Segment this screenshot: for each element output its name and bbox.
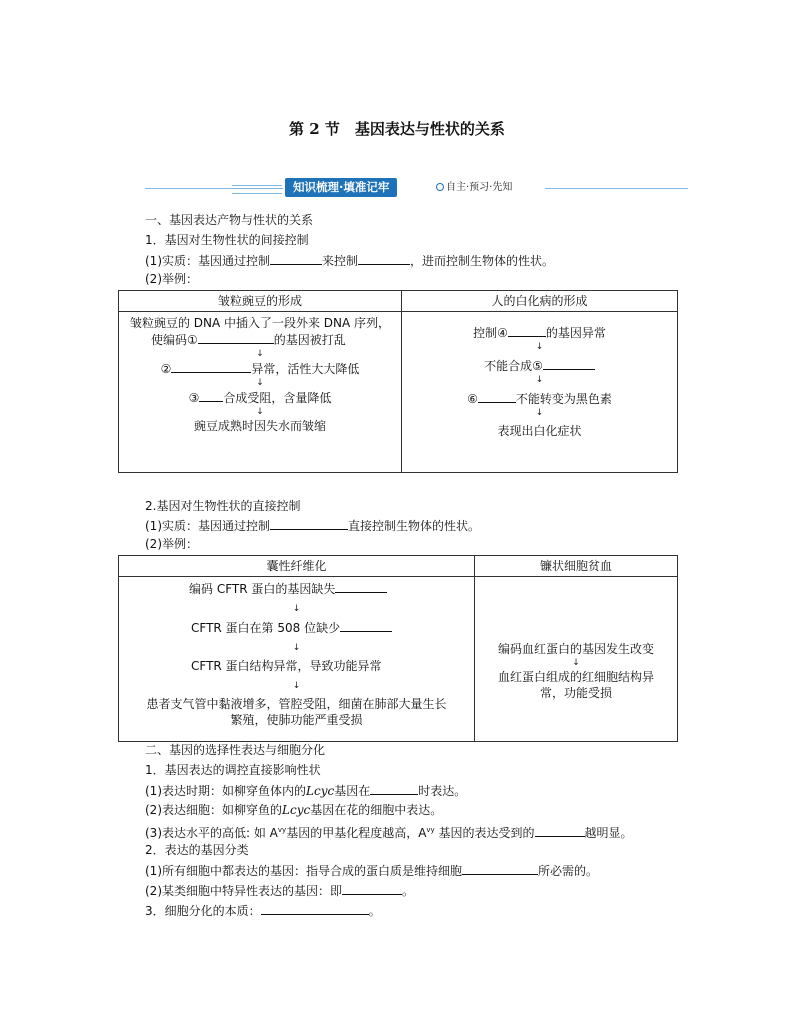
arrow-down-icon: ↓ bbox=[535, 408, 544, 418]
text: 。 bbox=[402, 884, 415, 898]
fill-blank[interactable] bbox=[171, 360, 251, 373]
text: (1)表达时期：如柳穿鱼体内的 bbox=[145, 784, 306, 798]
paragraph-2-3 bbox=[145, 822, 633, 841]
superscript: vy bbox=[277, 826, 287, 834]
paragraph-1-4: (2)举例： bbox=[145, 537, 198, 551]
flow-step: 血红蛋白组成的红细胞结构异 bbox=[497, 670, 654, 684]
text: 控制④ bbox=[473, 326, 508, 340]
gene-name: Lcyc bbox=[282, 803, 311, 817]
text: (3)表达水平的高低: 如 A bbox=[145, 826, 278, 840]
fill-blank[interactable] bbox=[261, 902, 369, 915]
paragraph-2-2 bbox=[145, 802, 442, 818]
text: (1)实质：基因通过控制 bbox=[145, 519, 270, 533]
fill-blank[interactable] bbox=[199, 389, 223, 402]
arrow-down-icon: ↓ bbox=[256, 349, 264, 359]
gene-name: Lcyc bbox=[306, 784, 335, 798]
banner-dot-icon bbox=[436, 183, 444, 191]
flow-step: 表现出白化症状 bbox=[497, 424, 582, 438]
section-heading-1: 一、基因表达产物与性状的关系 bbox=[145, 213, 314, 227]
table-direct-control bbox=[118, 555, 678, 742]
subheading-1-1: 1．基因对生物性状的间接控制 bbox=[145, 233, 309, 247]
table-cell-left bbox=[119, 312, 402, 473]
section-heading-2: 二、基因的选择性表达与细胞分化 bbox=[145, 743, 326, 757]
flow-step bbox=[119, 331, 401, 348]
paragraph-2-4 bbox=[145, 862, 598, 879]
flow-step: 皱粒豌豆的 DNA 中插入了一段外来 DNA 序列， bbox=[129, 316, 391, 330]
text: 异常，活性大大降低 bbox=[251, 362, 360, 376]
text: 编码 CFTR 蛋白的基因缺失 bbox=[189, 582, 336, 596]
text: 使编码① bbox=[151, 333, 198, 347]
banner-rule-right bbox=[545, 188, 688, 189]
fill-blank[interactable] bbox=[478, 390, 516, 403]
text: 不能合成⑤ bbox=[484, 359, 543, 373]
flow-step bbox=[402, 324, 677, 341]
fill-blank[interactable] bbox=[340, 619, 392, 632]
flow-step: CFTR 蛋白结构异常，导致功能异常 bbox=[191, 659, 382, 673]
flow-step bbox=[119, 360, 401, 377]
table-cell-right bbox=[402, 312, 678, 473]
fill-blank[interactable] bbox=[335, 580, 387, 593]
text: 基因的表达受到的 bbox=[434, 826, 535, 840]
text: 基因的甲基化程度越高，A bbox=[286, 826, 427, 840]
flow-step bbox=[402, 357, 677, 374]
fill-blank[interactable] bbox=[543, 357, 595, 370]
text: 不能转变为黑色素 bbox=[515, 392, 612, 406]
banner-deco bbox=[232, 185, 282, 194]
text: 基因在 bbox=[334, 784, 371, 798]
paragraph-1-1 bbox=[145, 252, 554, 269]
fill-blank[interactable] bbox=[342, 882, 402, 895]
flow-step: 患者支气管中黏液增多，管腔受阻，细菌在肺部大量生长 bbox=[146, 697, 447, 711]
page-title: 第 2 节 基因表达与性状的关系 bbox=[289, 120, 505, 138]
table-cell-right bbox=[475, 577, 678, 742]
text: CFTR 蛋白在第 508 位缺少 bbox=[191, 621, 341, 635]
table-header: 人的白化病的形成 bbox=[402, 291, 678, 312]
text: 越明显。 bbox=[584, 826, 633, 840]
fill-blank[interactable] bbox=[462, 862, 538, 875]
superscript: vy bbox=[426, 826, 435, 834]
text: ② bbox=[160, 362, 172, 376]
arrow-down-icon: ↓ bbox=[292, 643, 301, 653]
fill-blank[interactable] bbox=[358, 252, 410, 265]
text: (1)所有细胞中都表达的基因：指导合成的蛋白质是维持细胞 bbox=[145, 864, 463, 878]
subheading-1-2: 2.基因对生物性状的直接控制 bbox=[145, 499, 301, 513]
text: 所必需的。 bbox=[538, 864, 599, 878]
fill-blank[interactable] bbox=[198, 331, 274, 344]
fill-blank[interactable] bbox=[508, 324, 546, 337]
text: 来控制 bbox=[322, 254, 359, 268]
flow-step: 编码血红蛋白的基因发生改变 bbox=[497, 642, 654, 656]
paragraph-1-3 bbox=[145, 517, 480, 534]
subheading-2-2: 2．表达的基因分类 bbox=[145, 843, 249, 857]
table-indirect-control bbox=[118, 290, 678, 473]
text: (1)实质：基因通过控制 bbox=[145, 254, 270, 268]
table-cell-left bbox=[119, 577, 475, 742]
flow-step: 常，功能受损 bbox=[539, 686, 612, 700]
arrow-down-icon: ↓ bbox=[256, 378, 264, 388]
arrow-down-icon: ↓ bbox=[572, 658, 580, 668]
arrow-down-icon: ↓ bbox=[256, 407, 264, 417]
text: 直接控制生物体的性状。 bbox=[348, 519, 481, 533]
subheading-2-1: 1．基因表达的调控直接影响性状 bbox=[145, 763, 321, 777]
fill-blank[interactable] bbox=[370, 782, 418, 795]
text: ③ bbox=[188, 391, 200, 405]
text: 3．细胞分化的本质： bbox=[145, 904, 261, 918]
text: 的基因被打乱 bbox=[273, 333, 346, 347]
arrow-down-icon: ↓ bbox=[535, 342, 544, 352]
text: 的基因异常 bbox=[545, 326, 606, 340]
text: (2)表达细胞：如柳穿鱼的 bbox=[145, 803, 282, 817]
banner-subtitle: 自主·预习·先知 bbox=[446, 182, 513, 193]
fill-blank[interactable] bbox=[535, 824, 585, 837]
table-header: 囊性纤维化 bbox=[119, 556, 475, 577]
arrow-down-icon: ↓ bbox=[535, 375, 544, 385]
arrow-down-icon: ↓ bbox=[292, 604, 301, 614]
paragraph-2-1 bbox=[145, 782, 466, 799]
paragraph-2-5 bbox=[145, 882, 414, 899]
table-header: 皱粒豌豆的形成 bbox=[119, 291, 402, 312]
flow-step: 豌豆成熟时因失水而皱缩 bbox=[193, 419, 326, 433]
flow-step bbox=[119, 389, 401, 406]
arrow-down-icon: ↓ bbox=[292, 681, 301, 691]
text: ⑥ bbox=[467, 392, 478, 406]
subheading-2-3 bbox=[145, 902, 381, 919]
text: 时表达。 bbox=[418, 784, 467, 798]
fill-blank[interactable] bbox=[270, 517, 348, 530]
flow-step bbox=[119, 580, 474, 597]
text: 基因在花的细胞中表达。 bbox=[310, 803, 443, 817]
table-header: 镰状细胞贫血 bbox=[475, 556, 678, 577]
text: (2)某类细胞中特异性表达的基因：即 bbox=[145, 884, 342, 898]
section-banner: 知识梳理·填准记牢 bbox=[285, 178, 397, 197]
text: 。 bbox=[368, 904, 381, 918]
text: 合成受阻，含量降低 bbox=[223, 391, 332, 405]
text: ，进而控制生物体的性状。 bbox=[410, 254, 555, 268]
fill-blank[interactable] bbox=[270, 252, 322, 265]
paragraph-1-2: (2)举例： bbox=[145, 272, 198, 286]
flow-step bbox=[402, 390, 677, 407]
flow-step bbox=[119, 619, 474, 636]
flow-step: 繁殖，使肺功能严重受损 bbox=[230, 713, 363, 727]
